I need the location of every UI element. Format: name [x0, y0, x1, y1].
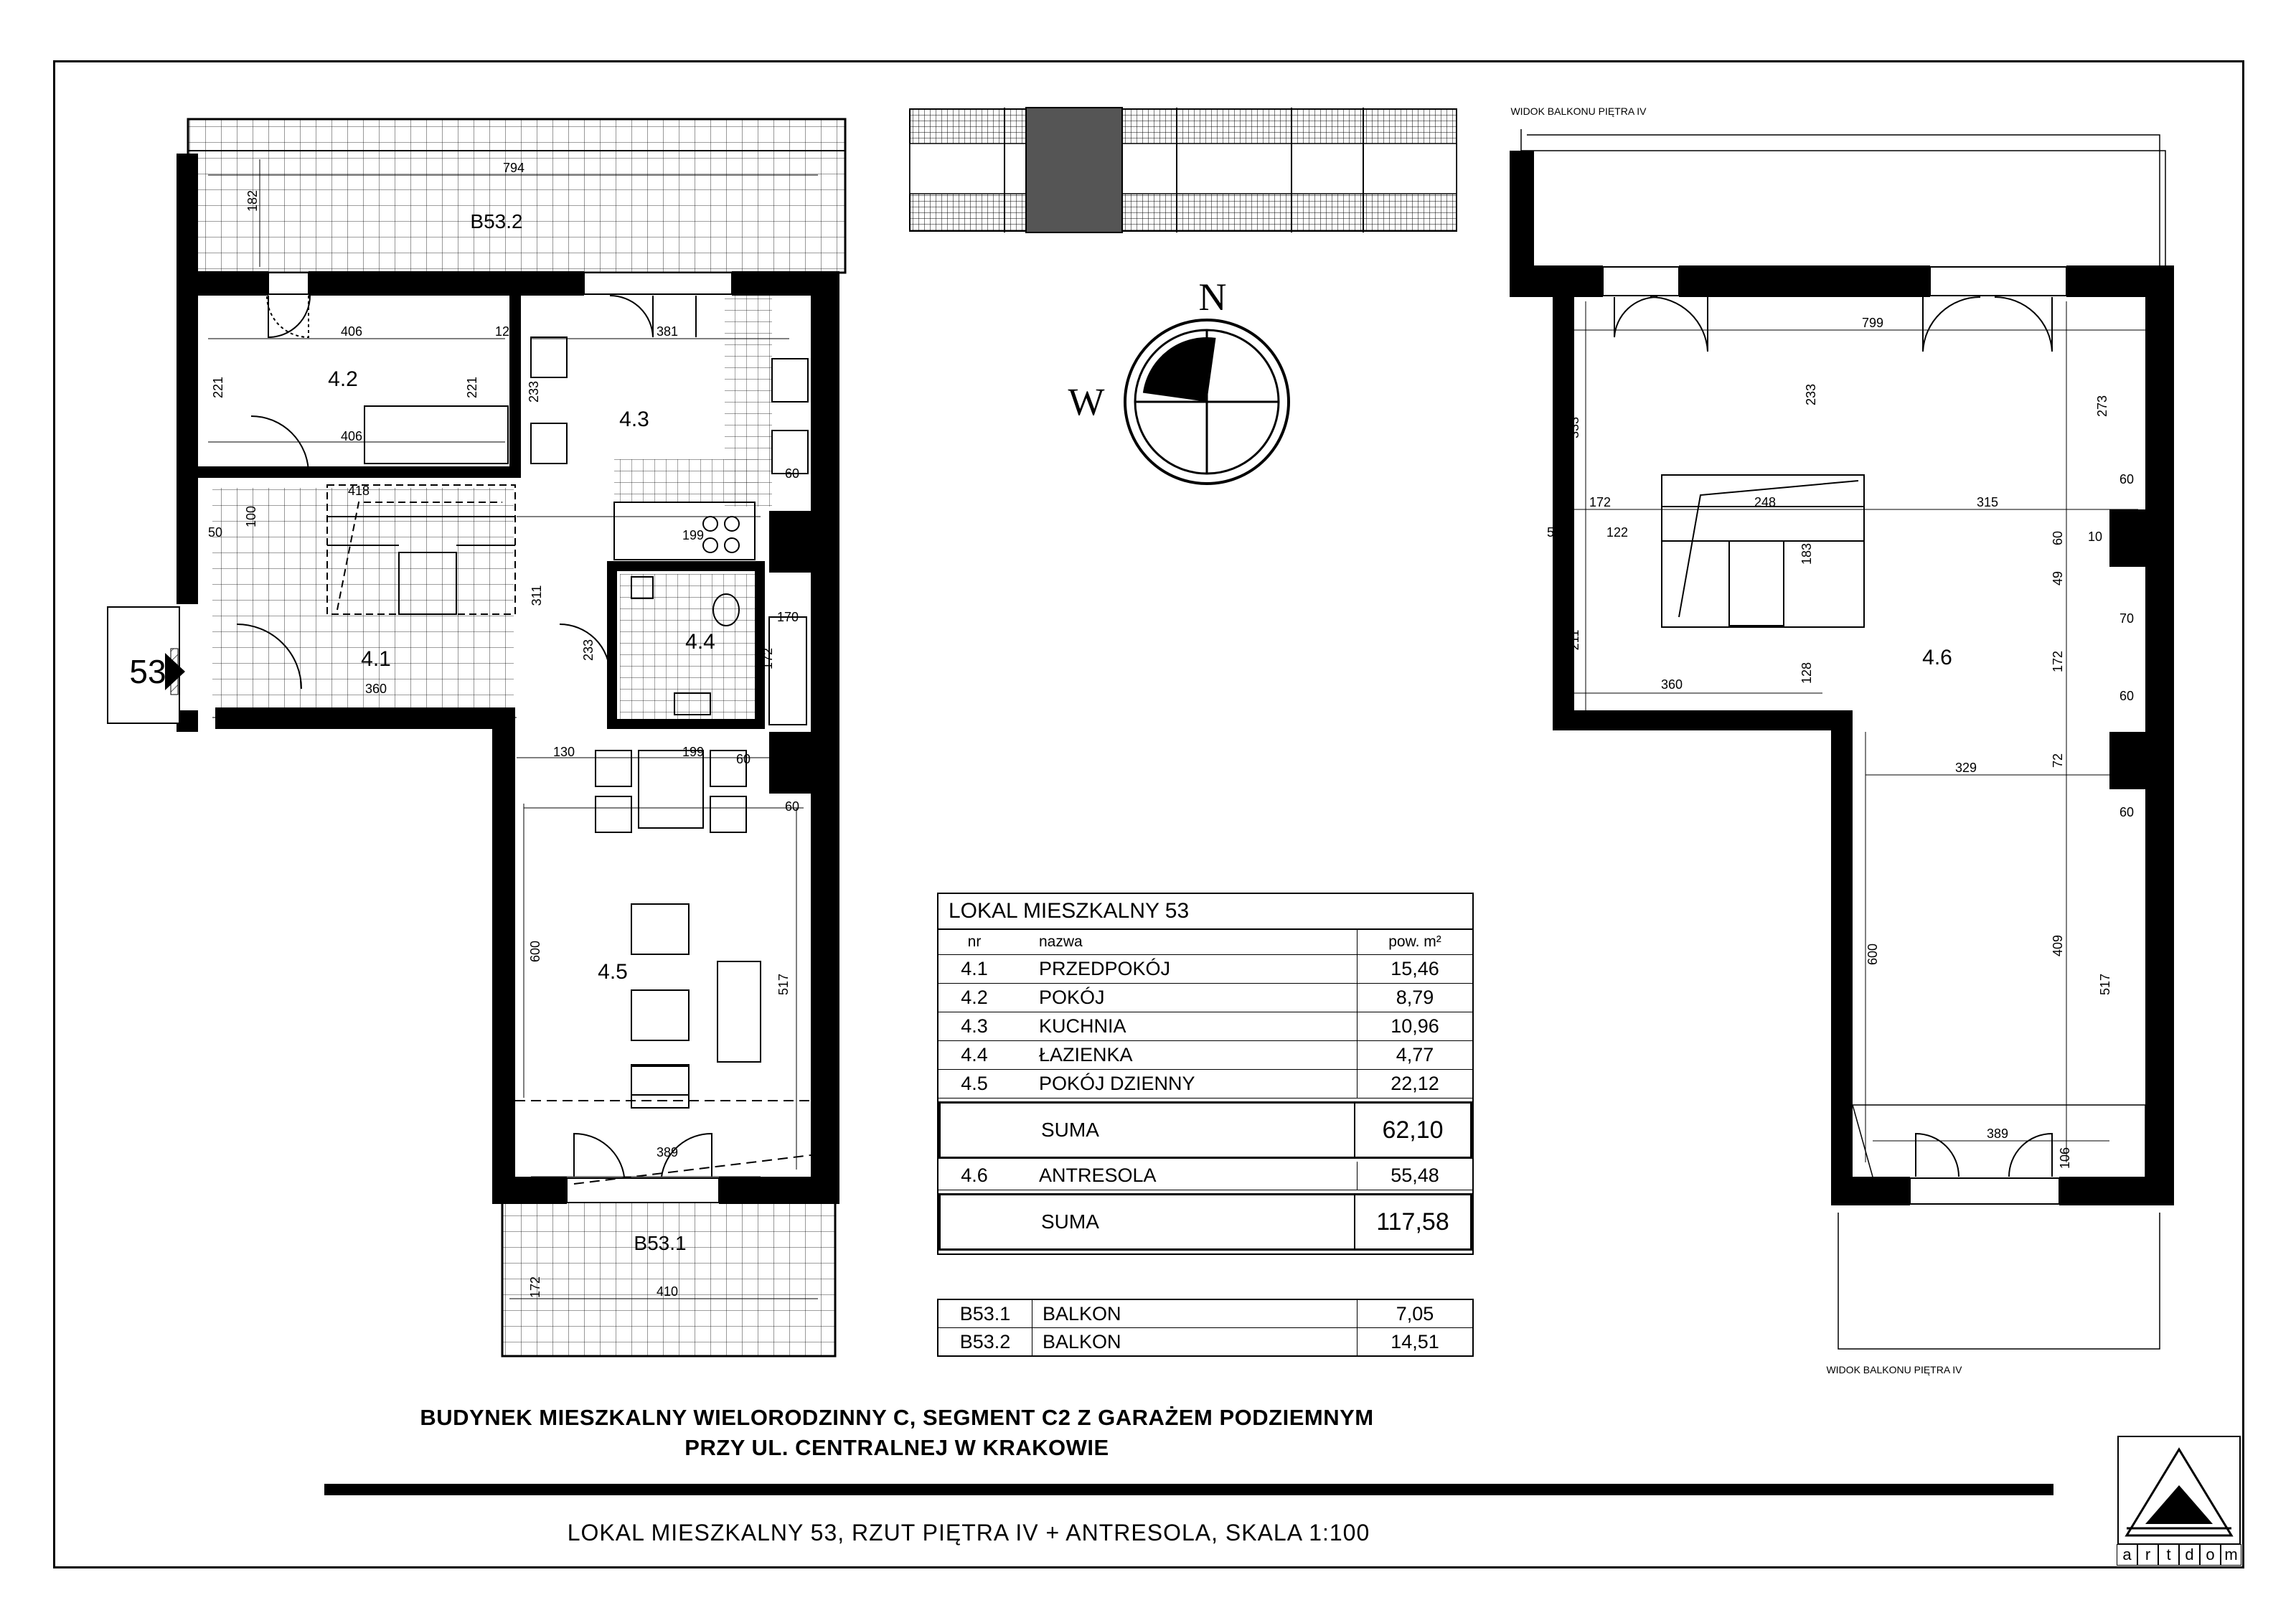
unit-number: 53 [129, 653, 166, 690]
dim-label: 600 [1866, 943, 1880, 966]
room-nr: 4.5 [961, 1073, 988, 1094]
dim-label: 50 [207, 525, 223, 540]
balcony-nr: B53.2 [938, 1328, 1032, 1355]
room-nr: 4.4 [961, 1044, 988, 1065]
dim-label: 233 [1804, 383, 1818, 406]
dim-label: 406 [340, 429, 363, 443]
title-rule [324, 1484, 2053, 1495]
dim-label: 600 [528, 940, 542, 963]
dim-label: 517 [2098, 973, 2112, 996]
dim-label: 233 [527, 380, 541, 403]
balcony-b53-1 [502, 1200, 835, 1356]
dim-label: 12 [494, 324, 510, 339]
legend-col-nr: nr [967, 933, 982, 950]
room-name: PRZEDPOKÓJ [1039, 958, 1171, 979]
dim-label: 248 [1754, 495, 1777, 509]
room-label-4-3: 4.3 [619, 408, 649, 431]
dim-label: 360 [364, 682, 387, 696]
entrance-marker [108, 607, 185, 723]
legend-col-area: pow. m² [1357, 930, 1472, 954]
room-area: 15,46 [1357, 955, 1472, 983]
legend-header [938, 930, 1472, 955]
dim-label: 315 [1976, 495, 1999, 509]
room-label-4-4: 4.4 [685, 630, 715, 654]
lower-floor-plan [108, 119, 845, 1356]
dim-label: 10 [2087, 530, 2103, 544]
dim-label: 389 [656, 1145, 679, 1159]
balcony-b53-2 [188, 119, 845, 273]
dim-label: 273 [2095, 395, 2109, 418]
dim-label: 799 [1861, 316, 1884, 330]
sum-label: SUMA [1041, 1119, 1099, 1141]
mezzanine-plan [1510, 105, 2174, 1375]
table-row [938, 1300, 1472, 1328]
table-row [938, 1328, 1472, 1355]
total-sum-row [938, 1193, 1472, 1251]
dim-label: 60 [784, 799, 800, 814]
dim-label: 211 [1567, 629, 1581, 651]
room-label-4-1: 4.1 [361, 647, 391, 671]
balcony-nr: B53.1 [938, 1300, 1032, 1327]
dim-label: 182 [245, 189, 260, 212]
dim-label: 60 [2119, 472, 2135, 486]
room-nr: 4.3 [961, 1015, 988, 1037]
key-plan-highlight [1026, 108, 1122, 232]
dim-label: 409 [2051, 934, 2065, 957]
balcony-label-b53-2: B53.2 [470, 210, 523, 232]
logo-letter: t [2158, 1544, 2179, 1566]
dim-label: 199 [682, 528, 705, 542]
dim-label: 60 [2051, 530, 2065, 546]
table-row [938, 1041, 1472, 1070]
room-area: 22,12 [1357, 1070, 1472, 1098]
legend-title: LOKAL MIESZKALNY 53 [938, 894, 1472, 930]
room-area: 10,96 [1357, 1012, 1472, 1040]
room-name: POKÓJ DZIENNY [1039, 1073, 1195, 1094]
sum-row [938, 1101, 1472, 1159]
room-label-4-2: 4.2 [328, 367, 358, 391]
compass-west: W [1068, 380, 1105, 423]
dim-label: 170 [776, 610, 799, 624]
dim-label: 794 [502, 161, 525, 175]
logo-letter: a [2117, 1544, 2137, 1566]
room-area: 4,77 [1357, 1041, 1472, 1069]
dim-label: 100 [244, 505, 258, 528]
dim-label: 106 [2058, 1147, 2072, 1170]
room-nr: 4.2 [961, 987, 988, 1008]
logo-letter: m [2221, 1544, 2241, 1566]
dim-label: 70 [2119, 611, 2135, 626]
dim-label: 221 [465, 376, 479, 399]
room-label-4-5: 4.5 [598, 960, 628, 984]
legend-col-name: nazwa [1039, 933, 1083, 950]
dim-label: 128 [1799, 662, 1814, 685]
dim-label: 221 [211, 376, 225, 399]
balcony-area: 14,51 [1357, 1328, 1472, 1355]
dim-label: 60 [2119, 689, 2135, 703]
room-name: ANTRESOLA [1039, 1165, 1157, 1186]
balcony-name: BALKON [1043, 1303, 1121, 1325]
room-area: 55,48 [1357, 1162, 1472, 1190]
logo-wordmark [2117, 1544, 2241, 1566]
dim-label: 172 [528, 1276, 542, 1299]
sum-label: SUMA [1041, 1210, 1099, 1233]
drawing-subtitle: LOKAL MIESZKALNY 53, RZUT PIĘTRA IV + ANTRESOLA, SKALA 1:100 [567, 1520, 1370, 1546]
table-row [938, 955, 1472, 984]
building-title-line-2: PRZY UL. CENTRALNEJ W KRAKOWIE [684, 1435, 1109, 1460]
sum-value: 117,58 [1354, 1195, 1470, 1248]
dim-label: 172 [761, 647, 775, 670]
sum-value: 62,10 [1354, 1104, 1470, 1157]
dim-label: 410 [656, 1284, 679, 1299]
logo-letter: o [2200, 1544, 2221, 1566]
dim-label: 130 [552, 745, 575, 759]
room-area: 8,79 [1357, 984, 1472, 1012]
dim-label: 172 [2051, 650, 2065, 673]
artdom-logo [2118, 1436, 2240, 1544]
dim-label: 517 [776, 973, 791, 996]
dim-label: 60 [2119, 805, 2135, 819]
table-row [938, 1070, 1472, 1099]
dim-label: 360 [1660, 677, 1683, 692]
room-name: KUCHNIA [1039, 1015, 1126, 1037]
dim-label: 172 [1589, 495, 1612, 509]
table-row [938, 984, 1472, 1012]
key-plan [910, 108, 1457, 232]
dim-label: 389 [1986, 1126, 2009, 1141]
room-name: POKÓJ [1039, 987, 1105, 1008]
building-title-line-1: BUDYNEK MIESZKALNY WIELORODZINNY C, SEGMENT C2 Z GARAŻEM PODZIEMNYM [420, 1405, 1374, 1430]
compass [1068, 276, 1289, 484]
dim-label: 233 [581, 639, 596, 662]
balcony-area: 7,05 [1357, 1300, 1472, 1327]
dim-label: 183 [1799, 542, 1814, 565]
room-name: ŁAZIENKA [1039, 1044, 1133, 1065]
table-row [938, 1162, 1472, 1190]
balcony-name: BALKON [1043, 1331, 1121, 1352]
room-nr: 4.1 [961, 958, 988, 979]
balcony-view-label-bottom: WIDOK BALKONU PIĘTRA IV [1826, 1364, 1962, 1375]
dim-label: 418 [347, 484, 370, 498]
dim-label: 60 [784, 466, 800, 481]
balcony-view-label-top: WIDOK BALKONU PIĘTRA IV [1510, 105, 1647, 117]
logo-letter: r [2137, 1544, 2158, 1566]
table-row [938, 1012, 1472, 1041]
room-nr: 4.6 [961, 1165, 988, 1186]
compass-north: N [1198, 276, 1227, 319]
dim-label: 333 [1567, 416, 1581, 439]
room-label-4-6: 4.6 [1922, 646, 1952, 669]
dim-label: 49 [2051, 570, 2065, 586]
area-legend-table [937, 893, 1474, 1255]
dim-label: 406 [340, 324, 363, 339]
dim-label: 311 [530, 585, 544, 606]
balcony-table [937, 1299, 1474, 1357]
dim-label: 122 [1606, 525, 1629, 540]
dim-label: 72 [2051, 753, 2065, 768]
dim-label: 50 [1546, 525, 1562, 540]
logo-letter: d [2179, 1544, 2200, 1566]
dim-label: 199 [682, 745, 705, 759]
dim-label: 381 [656, 324, 679, 339]
balcony-label-b53-1: B53.1 [634, 1232, 687, 1254]
dim-label: 329 [1954, 761, 1977, 775]
dim-label: 60 [735, 752, 751, 766]
